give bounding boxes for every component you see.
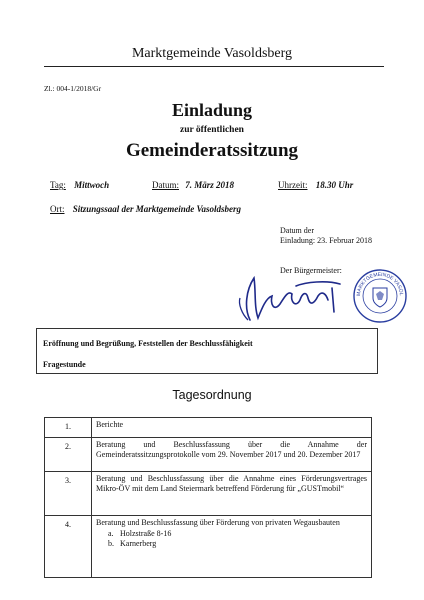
reference-number: Zl.: 004-1/2018/Gr <box>44 84 102 93</box>
agenda-item-cell <box>92 516 372 578</box>
agenda-item-text: Beratung und Beschlussfassung über die Annahme eines Förderungsvertrages Mikro-ÖV mit dem Land Steiermark betreffend Förderung für „GUSTmobil“ <box>92 472 372 516</box>
meta-place <box>50 204 241 214</box>
opening-box <box>36 328 378 374</box>
agenda-row <box>45 438 372 472</box>
agenda-item-text: Beratung und Beschlussfassung über Förderung von privaten Wegausbauten <box>96 518 340 527</box>
place-label: Ort: <box>50 204 65 214</box>
invitation-date <box>280 226 372 246</box>
invitation-date-line2: Einladung: 23. Februar 2018 <box>280 236 372 245</box>
subitem-text: Karnerberg <box>120 539 157 548</box>
agenda-item-text: Berichte <box>92 418 372 438</box>
time-value: 18.30 Uhr <box>315 180 354 190</box>
municipal-seal <box>352 268 408 324</box>
agenda-subitems <box>96 529 367 549</box>
agenda-row <box>45 472 372 516</box>
subitem-text: Holzstraße 8-16 <box>120 529 172 538</box>
invitation-date-line1: Datum der <box>280 226 314 235</box>
date-value: 7. März 2018 <box>185 180 235 190</box>
municipality-name: Marktgemeinde Vasoldsberg <box>131 46 293 61</box>
signer-label: Der Bürgermeister: <box>280 266 342 275</box>
agenda-subitem <box>96 529 367 539</box>
meta-day <box>50 180 109 190</box>
seal-text: MARKTGEMEINDE VASOL <box>355 271 405 297</box>
agenda-item-number: 1. <box>45 418 92 438</box>
opening-line2: Fragestunde <box>43 360 86 369</box>
mayor-signature <box>236 268 356 324</box>
day-label: Tag: <box>50 180 66 190</box>
time-label: Uhrzeit: <box>278 180 308 190</box>
session-title: Gemeinderatssitzung <box>125 140 299 161</box>
agenda-subitem <box>96 539 367 549</box>
meta-date <box>152 180 234 190</box>
date-label: Datum: <box>152 180 179 190</box>
opening-line1: Eröffnung und Begrüßung, Feststellen der Beschlussfähigkeit <box>43 339 253 348</box>
header-rule <box>44 66 384 67</box>
agenda-row <box>45 516 372 578</box>
place-value: Sitzungssaal der Marktgemeinde Vasoldsberg <box>72 204 242 214</box>
agenda-item-number: 2. <box>45 438 92 472</box>
subitem-letter: b. <box>108 539 114 548</box>
agenda-row <box>45 418 372 438</box>
agenda-item-number: 4. <box>45 516 92 578</box>
subitem-letter: a. <box>108 529 114 538</box>
agenda-item-text: Beratung und Beschlussfassung über die Annahme der Gemeinderatssitzungsprotokolle vom 29. November 2017 und 20. Dezember 2017 <box>92 438 372 472</box>
agenda-item-number: 3. <box>45 472 92 516</box>
document-subtitle: zur öffentlichen <box>180 125 244 135</box>
day-value: Mittwoch <box>74 180 110 190</box>
meta-time <box>278 180 353 190</box>
agenda-table <box>44 417 372 578</box>
agenda-title: Tagesordnung <box>172 388 252 402</box>
document-title: Einladung <box>171 100 253 120</box>
